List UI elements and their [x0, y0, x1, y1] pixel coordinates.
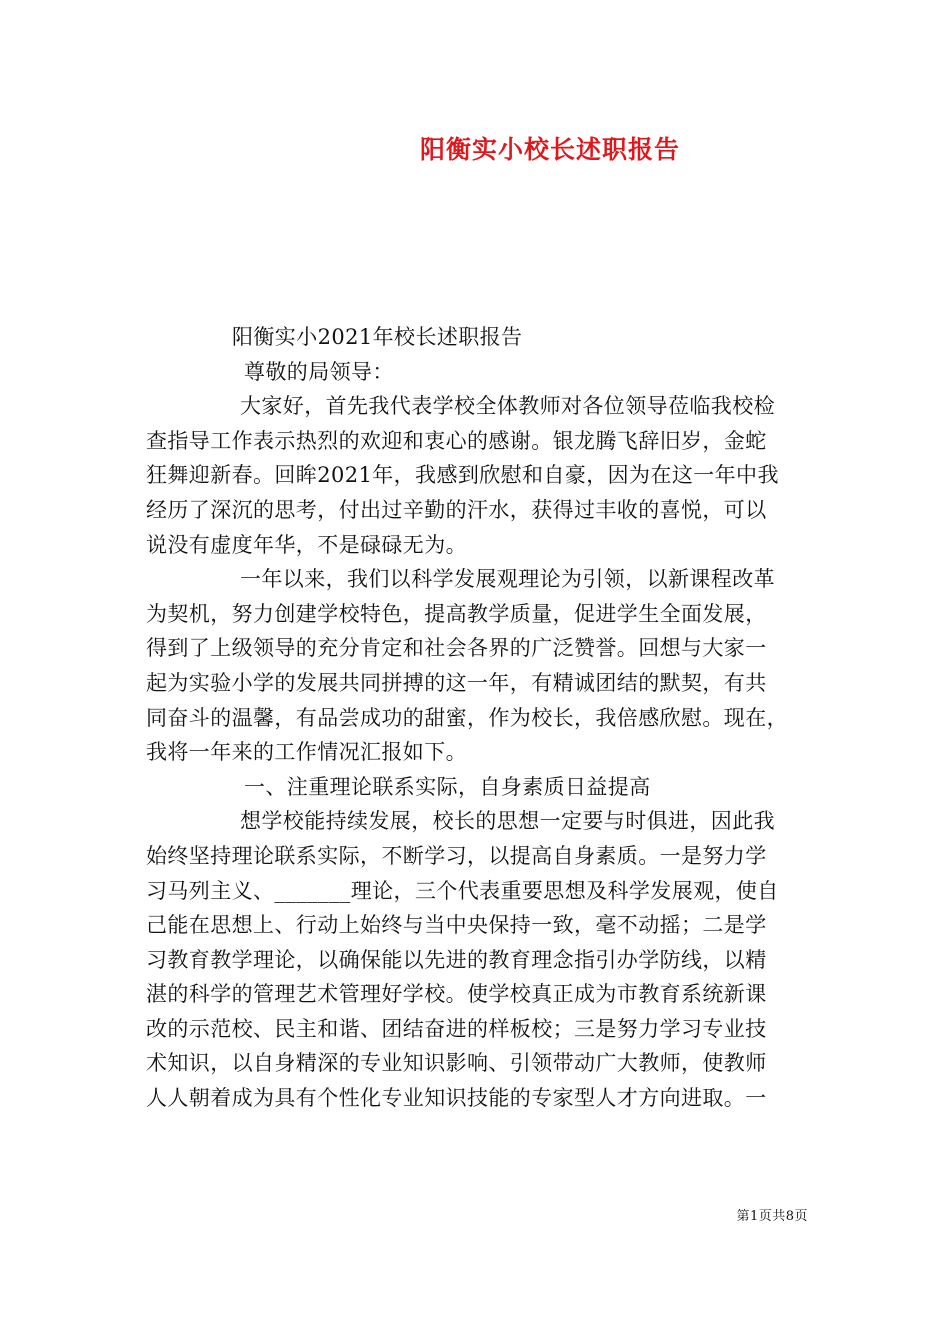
paragraph-line: 同奋斗的温馨，有品尝成功的甜蜜，作为校长，我倍感欣慰。现在， [146, 705, 788, 730]
paragraph-line: 狂舞迎新春。回眸2021年，我感到欣慰和自豪，因为在这一年中我 [146, 463, 779, 488]
paragraph-line: 我将一年来的工作情况汇报如下。 [146, 740, 467, 765]
paragraph-line: 想学校能持续发展，校长的思想一定要与时俱进，因此我 [240, 809, 775, 834]
document-body [146, 320, 810, 1116]
salutation: 尊敬的局领导： [244, 359, 394, 384]
paragraph-line: 始终坚持理论联系实际，不断学习，以提高自身素质。一是努力学 [146, 843, 767, 868]
paragraph-2 [146, 562, 810, 770]
paragraph-line: 为契机，努力创建学校特色，提高教学质量，促进学生全面发展， [146, 601, 767, 626]
page-number: 第1页共8页 [736, 1209, 808, 1224]
paragraph-line: 湛的科学的管理艺术管理好学校。使学校真正成为市教育系统新课 [146, 982, 767, 1007]
paragraph-line: 查指导工作表示热烈的欢迎和衷心的感谢。银龙腾飞辞旧岁，金蛇 [146, 428, 767, 453]
paragraph-line: 得到了上级领导的充分肯定和社会各界的广泛赞誉。回想与大家一 [146, 636, 767, 661]
paragraph-1 [146, 389, 810, 562]
report-subtitle: 阳衡实小2021年校长述职报告 [232, 325, 523, 349]
paragraph-line: 说没有虚度年华，不是碌碌无为。 [146, 532, 467, 557]
paragraph-line: 习马列主义、_______理论，三个代表重要思想及科学发展观，使自 [146, 878, 779, 903]
section-heading: 一、注重理论联系实际，自身素质日益提高 [244, 774, 651, 799]
paragraph-line: 己能在思想上、行动上始终与当中央保持一致，毫不动摇；二是学 [146, 913, 767, 938]
paragraph-line: 人人朝着成为具有个性化专业知识技能的专家型人才方向进取。一 [146, 1086, 767, 1111]
document-title: 阳衡实小校长述职报告 [419, 135, 680, 164]
paragraph-line: 术知识，以自身精深的专业知识影响、引领带动广大教师，使教师 [146, 1051, 767, 1076]
paragraph-line: 经历了深沉的思考，付出过辛勤的汗水，获得过丰收的喜悦，可以 [146, 497, 767, 522]
paragraph-line: 起为实验小学的发展共同拼搏的这一年，有精诚团结的默契，有共 [146, 670, 767, 695]
paragraph-line: 大家好，首先我代表学校全体教师对各位领导莅临我校检 [240, 394, 775, 419]
paragraph-3 [146, 804, 810, 1115]
paragraph-line: 改的示范校、民主和谐、团结奋进的样板校；三是努力学习专业技 [146, 1016, 767, 1041]
paragraph-line: 习教育教学理论，以确保能以先进的教育理念指引办学防线，以精 [146, 947, 767, 972]
paragraph-line: 一年以来，我们以科学发展观理论为引领，以新课程改革 [240, 567, 775, 592]
